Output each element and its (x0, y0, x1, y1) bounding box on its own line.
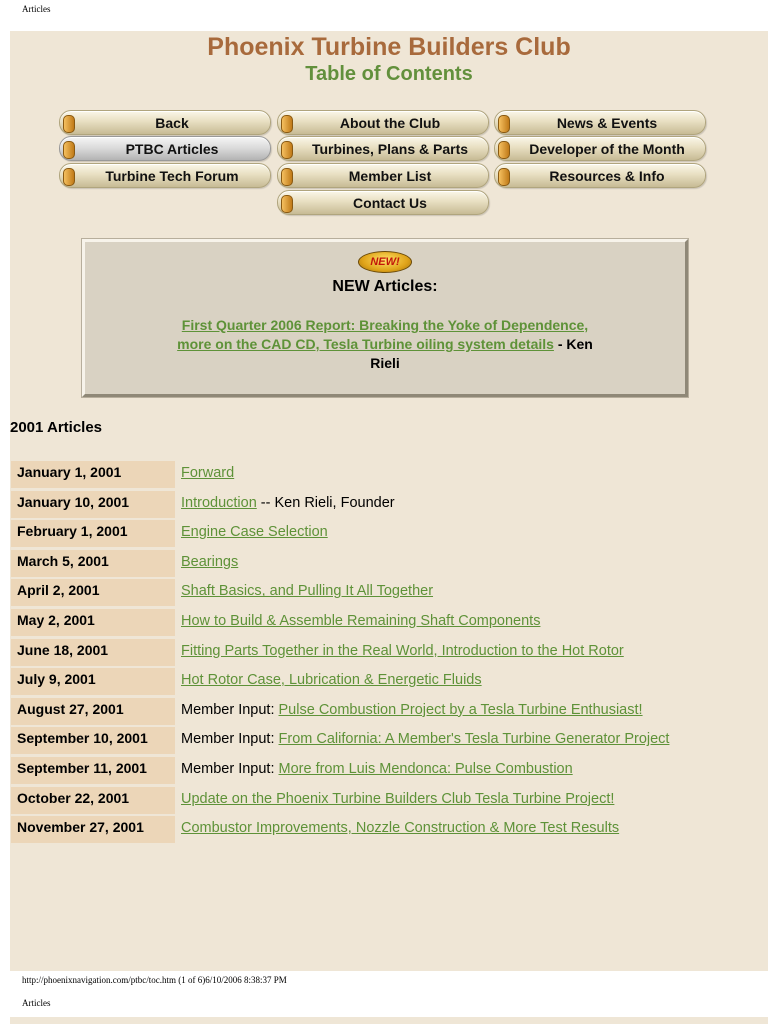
table-row (11, 638, 751, 668)
article-entry (181, 787, 614, 811)
article-entry (181, 609, 540, 633)
article-link[interactable]: Forward (181, 465, 235, 481)
new-badge-icon: NEW! (358, 251, 412, 273)
article-date: June 18, 2001 (11, 639, 175, 666)
article-link[interactable]: Shaft Basics, and Pulling It All Together (181, 583, 434, 600)
table-row (11, 578, 751, 608)
print-header-title-next: Articles (22, 998, 51, 1008)
nav-contact-label: Contact Us (353, 194, 427, 211)
button-knob-icon (281, 168, 293, 186)
article-entry (181, 579, 433, 603)
table-row (11, 608, 751, 638)
nav-news-button[interactable] (494, 110, 706, 135)
button-knob-icon (63, 141, 75, 159)
article-entry (181, 520, 328, 544)
article-entry (181, 727, 669, 751)
article-entry (181, 757, 573, 781)
table-row (11, 490, 751, 520)
nav-resources-button[interactable] (494, 163, 706, 188)
nav-back-label: Back (155, 114, 189, 131)
table-row (11, 815, 751, 845)
nav-developer-button[interactable] (494, 136, 706, 161)
button-knob-icon (63, 115, 75, 133)
print-footer-url: http://phoenixnavigation.com/ptbc/toc.htm (1 of 6)6/10/2006 8:38:37 PM (22, 975, 287, 985)
button-knob-icon (281, 141, 293, 159)
nav-news-label: News & Events (556, 114, 658, 131)
nav-turbines-button[interactable] (277, 136, 489, 161)
article-prefix: Member Input: (181, 701, 279, 718)
article-prefix: Member Input: (181, 731, 279, 748)
article-prefix: Member Input: (181, 760, 279, 777)
article-entry (181, 668, 482, 692)
article-date: April 2, 2001 (11, 579, 175, 606)
new-article-link[interactable]: First Quarter 2006 Report: Breaking the Yoke of Dependence, more on the CAD CD, Tesla Turbine oiling system details (177, 317, 589, 352)
button-knob-icon (281, 195, 293, 213)
article-date: November 27, 2001 (11, 816, 175, 843)
club-title: Phoenix Turbine Builders Club (207, 33, 571, 61)
article-date: February 1, 2001 (11, 520, 175, 547)
article-entry (181, 816, 619, 840)
article-date: July 9, 2001 (11, 668, 175, 695)
print-header-title: Articles (22, 4, 51, 14)
article-link[interactable]: Fitting Parts Together in the Real World, Introduction to the Hot Rotor (181, 642, 624, 659)
article-link[interactable]: Combustor Improvements, Nozzle Construction & More Test Results (181, 820, 620, 837)
article-date: May 2, 2001 (11, 609, 175, 636)
article-link[interactable]: Engine Case Selection (181, 524, 328, 541)
articles-table (11, 460, 751, 845)
nav-members-button[interactable] (277, 163, 489, 188)
table-row (11, 519, 751, 549)
article-suffix: -- Ken Rieli, Founder (256, 494, 395, 511)
table-row (11, 697, 751, 727)
table-row (11, 549, 751, 579)
next-page-strip (10, 1017, 768, 1024)
button-knob-icon (498, 115, 510, 133)
nav-resources-label: Resources & Info (549, 167, 665, 184)
article-link[interactable]: More from Luis Mendonca: Pulse Combustion (278, 760, 573, 777)
nav-forum-button[interactable] (59, 163, 271, 188)
nav-members-label: Member List (348, 167, 432, 184)
year-heading: 2001 Articles (10, 419, 103, 436)
article-date: January 1, 2001 (11, 461, 175, 488)
article-link[interactable]: Bearings (181, 553, 239, 570)
nav-developer-label: Developer of the Month (529, 140, 685, 157)
article-entry (181, 698, 643, 722)
nav-forum-label: Turbine Tech Forum (105, 167, 239, 184)
nav-articles-label: PTBC Articles (125, 140, 219, 157)
button-knob-icon (63, 168, 75, 186)
nav-about-label: About the Club (339, 114, 441, 131)
nav-contact-button[interactable] (277, 190, 489, 215)
article-link[interactable]: Update on the Phoenix Turbine Builders Club Tesla Turbine Project! (181, 790, 615, 807)
article-entry (181, 639, 624, 663)
article-entry (181, 461, 234, 485)
button-knob-icon (498, 168, 510, 186)
toc-title: Table of Contents (305, 63, 473, 85)
table-row (11, 726, 751, 756)
table-row (11, 667, 751, 697)
button-knob-icon (498, 141, 510, 159)
page-content (10, 31, 768, 971)
nav-turbines-label: Turbines, Plans & Parts (311, 140, 469, 157)
new-articles-panel (82, 239, 688, 397)
table-row (11, 786, 751, 816)
article-date: January 10, 2001 (11, 491, 175, 518)
article-date: October 22, 2001 (11, 787, 175, 814)
article-link[interactable]: From California: A Member's Tesla Turbine Generator Project (278, 731, 670, 748)
article-entry (181, 550, 238, 574)
article-link[interactable]: Pulse Combustion Project by a Tesla Turbine Enthusiast! (278, 701, 643, 718)
table-row (11, 756, 751, 786)
article-date: September 10, 2001 (11, 727, 175, 754)
nav-about-button[interactable] (277, 110, 489, 135)
nav-back-button[interactable] (59, 110, 271, 135)
article-date: September 11, 2001 (11, 757, 175, 784)
new-articles-heading: NEW Articles: (332, 278, 438, 295)
article-link[interactable]: Hot Rotor Case, Lubrication & Energetic Fluids (181, 672, 482, 689)
article-link[interactable]: How to Build & Assemble Remaining Shaft Components (181, 612, 541, 629)
article-entry (181, 491, 395, 515)
new-article-entry (165, 316, 605, 373)
new-article-author: - Ken Rieli (370, 336, 593, 371)
table-row (11, 460, 751, 490)
nav-articles-button[interactable] (59, 136, 271, 161)
article-date: August 27, 2001 (11, 698, 175, 725)
button-knob-icon (281, 115, 293, 133)
article-date: March 5, 2001 (11, 550, 175, 577)
article-link[interactable]: Introduction (181, 494, 257, 511)
